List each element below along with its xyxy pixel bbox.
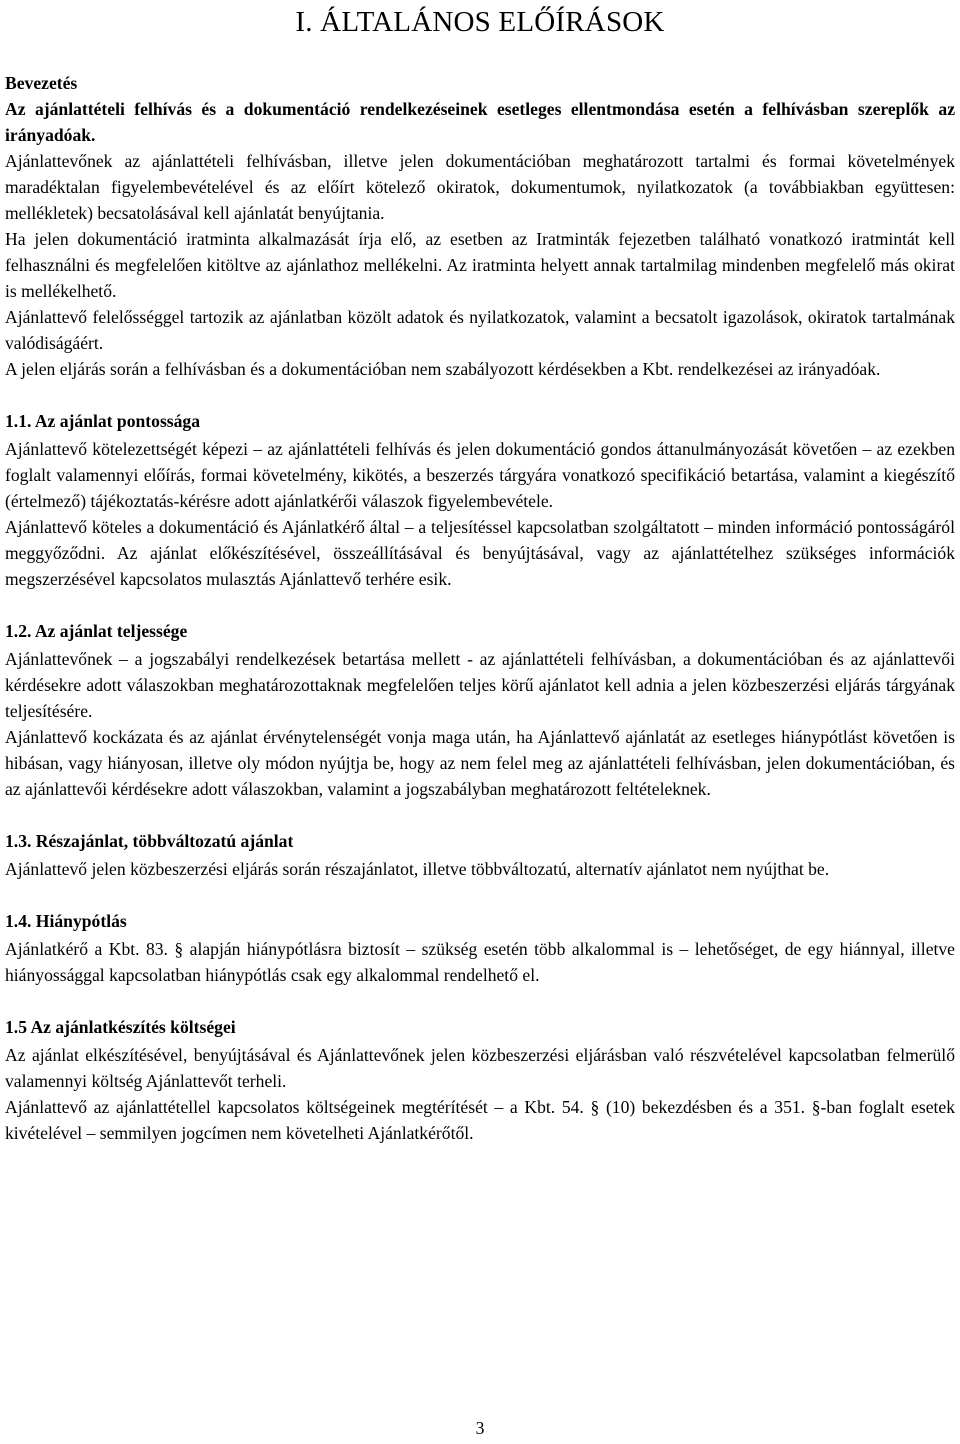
section-1-5 (5, 1012, 955, 1146)
section-paragraph: Ajánlattevő kockázata és az ajánlat érvénytelenségét vonja maga után, ha Ajánlattevő ajánlatát az esetleges hiánypótlást követően is hibásan, vagy hiányosan, illetve oly módon nyújtja be, hogy az nem felel meg az ajánlattételi felhívásban, jelen dokumentációban, és az ajánlattevői kérdésekre adott válaszokban, valamint a jogszabályban meghatározott feltételeknek. (5, 727, 955, 799)
section-paragraph: Ajánlattevő jelen közbeszerzési eljárás során részajánlatot, illetve többváltozatú, alternatív ajánlatot nem nyújthat be. (5, 859, 830, 879)
section-heading (5, 616, 955, 646)
section-paragraph: Ajánlattevő kötelezettségét képezi – az ajánlattételi felhívás és jelen dokumentáció gondos áttanulmányozását követően – az ezekben foglalt valamennyi előírás, formai követelmény, kikötés, a beszerzés tárgyára vonatkozó specifikáció betartása, valamint a kiegészítő (értelmező) tájékoztatás-kérésre adott ajánlatkérői válaszok figyelembevétele. (5, 439, 955, 511)
section-number: 1.5 (5, 1017, 27, 1037)
section-heading (5, 406, 955, 436)
intro-paragraph: Ajánlattevő felelősséggel tartozik az ajánlatban közölt adatok és nyilatkozatok, valamint a becsatolt igazolások, okiratok tartalmának valódiságáért. (5, 307, 955, 353)
section-paragraph: Ajánlatkérő a Kbt. 83. § alapján hiánypótlásra biztosít – szükség esetén több alkalommal is – lehetőséget, de egy hiánnyal, illetve hiányossággal kapcsolatban hiánypótlás csak egy alkalommal rendelhető el. (5, 939, 955, 985)
section-1-1 (5, 406, 955, 592)
section-1-3 (5, 826, 955, 882)
section-title: Az ajánlatkészítés költségei (30, 1017, 236, 1037)
document-title: I. ÁLTALÁNOS ELŐÍRÁSOK (295, 6, 665, 38)
intro-section (5, 70, 955, 382)
section-title: Az ajánlat teljessége (34, 621, 188, 641)
section-number: 1.4. (5, 911, 32, 931)
section-1-2 (5, 616, 955, 802)
section-number: 1.1. (5, 411, 32, 431)
section-heading (5, 1012, 955, 1042)
section-title: Hiánypótlás (35, 911, 127, 931)
section-number: 1.2. (5, 621, 32, 641)
section-1-4 (5, 906, 955, 988)
section-paragraph: Az ajánlat elkészítésével, benyújtásával és Ajánlattevőnek jelen közbeszerzési eljárásban való részvételével kapcsolatban felmerülő valamennyi költség Ajánlattevőt terheli. (5, 1045, 955, 1091)
intro-paragraph: Ajánlattevőnek az ajánlattételi felhívásban, illetve jelen dokumentációban meghatározott tartalmi és formai követelmények maradéktalan figyelembevételével és az előírt kötelező okiratok, dokumentumok, nyilatkozatok (a továbbiakban együttesen: mellékletek) becsatolásával kell ajánlatát benyújtania. (5, 151, 955, 223)
page-number: 3 (475, 1418, 485, 1438)
intro-paragraph: Ha jelen dokumentáció iratminta alkalmazását írja elő, az esetben az Iratminták fejezetben található vonatkozó iratmintát kell felhasználni és megfelelően kitöltve az ajánlathoz mellékelni. Az iratminta helyett annak tartalmilag mindenben megfelelő más okirat is mellékelhető. (5, 229, 955, 301)
section-heading (5, 826, 955, 856)
section-title: Az ajánlat pontossága (34, 411, 201, 431)
section-paragraph: Ajánlattevő az ajánlattétellel kapcsolatos költségeinek megtérítését – a Kbt. 54. § (10) bekezdésben és a 351. §-ban foglalt esetek kivételével – semmilyen jogcímen nem követelheti Ajánlatkérőtől. (5, 1097, 955, 1143)
intro-heading: Bevezetés (5, 73, 78, 93)
section-heading (5, 906, 955, 936)
section-paragraph: Ajánlattevőnek – a jogszabályi rendelkezések betartása mellett - az ajánlattételi felhívásban, a dokumentációban és az ajánlattevői kérdésekre adott válaszokban meghatározottaknak megfelelően teljes körű ajánlatot kell adnia a jelen közbeszerzési eljárás tárgyának teljesítésére. (5, 649, 955, 721)
section-title: Részajánlat, többváltozatú ajánlat (35, 831, 294, 851)
section-number: 1.3. (5, 831, 32, 851)
section-paragraph: Ajánlattevő köteles a dokumentáció és Ajánlatkérő által – a teljesítéssel kapcsolatban szolgáltatott – minden információ pontosságáról meggyőződni. Az ajánlat előkészítésével, összeállításával és benyújtásával, vagy az ajánlattételhez szükséges információk megszerzésével kapcsolatos mulasztás Ajánlattevő terhére esik. (5, 517, 955, 589)
intro-lead: Az ajánlattételi felhívás és a dokumentáció rendelkezéseinek esetleges ellentmondása esetén a felhívásban szereplők az irányadóak. (5, 99, 955, 145)
intro-paragraph: A jelen eljárás során a felhívásban és a dokumentációban nem szabályozott kérdésekben a Kbt. rendelkezései az irányadóak. (5, 359, 881, 379)
document-page (5, 0, 955, 1146)
